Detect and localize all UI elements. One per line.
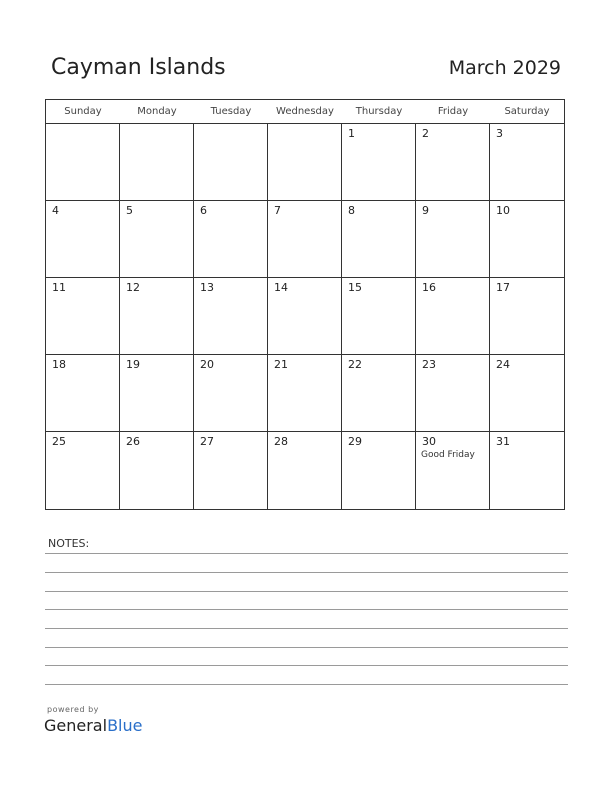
day-cell	[490, 278, 564, 355]
day-number: 26	[126, 435, 140, 448]
day-number: 25	[52, 435, 66, 448]
day-number: 29	[348, 435, 362, 448]
day-number: 31	[496, 435, 510, 448]
weekday-monday: Monday	[137, 106, 177, 117]
day-cell	[46, 432, 120, 509]
weekday-sunday: Sunday	[64, 106, 102, 117]
day-cell	[342, 355, 416, 432]
calendar-month-title: March 2029	[448, 57, 561, 79]
day-number: 1	[348, 127, 355, 140]
day-cell	[416, 201, 490, 278]
notes-line	[45, 665, 568, 666]
day-cell	[194, 432, 268, 509]
weekday-wednesday: Wednesday	[276, 106, 334, 117]
day-number: 2	[422, 127, 429, 140]
calendar-days	[46, 124, 564, 509]
notes-line	[45, 553, 568, 554]
day-number: 23	[422, 358, 436, 371]
day-cell	[490, 432, 564, 509]
day-number: 5	[126, 204, 133, 217]
day-cell	[46, 278, 120, 355]
notes-line	[45, 647, 568, 648]
notes-line	[45, 609, 568, 610]
notes-line	[45, 684, 568, 685]
weekday-tuesday: Tuesday	[210, 106, 252, 117]
day-number: 14	[274, 281, 288, 294]
day-cell	[416, 355, 490, 432]
day-cell	[416, 278, 490, 355]
day-number: 9	[422, 204, 429, 217]
weekday-header-row	[46, 100, 564, 124]
brand-blue: Blue	[107, 716, 143, 735]
day-cell	[120, 124, 194, 201]
weekday-friday: Friday	[437, 106, 469, 117]
day-cell	[490, 355, 564, 432]
day-number: 10	[496, 204, 510, 217]
notes-line	[45, 591, 568, 592]
day-number: 19	[126, 358, 140, 371]
day-cell	[490, 124, 564, 201]
holiday-label: Good Friday	[421, 450, 475, 460]
day-number: 13	[200, 281, 214, 294]
calendar-grid	[45, 99, 565, 510]
notes-label: NOTES:	[48, 537, 90, 550]
day-cell	[46, 124, 120, 201]
day-number: 30	[422, 435, 436, 448]
day-cell	[46, 201, 120, 278]
day-cell	[194, 278, 268, 355]
day-number: 8	[348, 204, 355, 217]
day-cell	[342, 278, 416, 355]
day-cell	[120, 278, 194, 355]
day-cell	[46, 355, 120, 432]
day-number: 20	[200, 358, 214, 371]
notes-line	[45, 628, 568, 629]
day-cell	[342, 201, 416, 278]
day-cell	[268, 201, 342, 278]
day-cell	[194, 124, 268, 201]
weekday-saturday: Saturday	[504, 106, 550, 117]
day-cell	[416, 124, 490, 201]
day-cell	[268, 124, 342, 201]
day-number: 18	[52, 358, 66, 371]
day-number: 24	[496, 358, 510, 371]
day-cell	[268, 355, 342, 432]
day-cell	[120, 432, 194, 509]
day-cell	[342, 432, 416, 509]
day-cell	[490, 201, 564, 278]
day-number: 4	[52, 204, 59, 217]
day-cell	[416, 432, 490, 509]
day-number: 11	[52, 281, 66, 294]
day-number: 17	[496, 281, 510, 294]
day-cell	[342, 124, 416, 201]
day-cell	[120, 355, 194, 432]
generalblue-logo	[44, 716, 142, 735]
day-number: 16	[422, 281, 436, 294]
weekday-thursday: Thursday	[355, 106, 403, 117]
day-cell	[268, 278, 342, 355]
day-cell	[194, 201, 268, 278]
day-cell	[120, 201, 194, 278]
day-number: 28	[274, 435, 288, 448]
day-number: 6	[200, 204, 207, 217]
brand-general: General	[44, 716, 108, 735]
day-number: 7	[274, 204, 281, 217]
day-number: 15	[348, 281, 362, 294]
powered-by-text: powered by	[47, 705, 99, 714]
day-number: 12	[126, 281, 140, 294]
day-cell	[194, 355, 268, 432]
day-number: 21	[274, 358, 288, 371]
notes-line	[45, 572, 568, 573]
day-cell	[268, 432, 342, 509]
day-number: 3	[496, 127, 503, 140]
day-number: 27	[200, 435, 214, 448]
calendar-country-title: Cayman Islands	[51, 55, 226, 80]
day-number: 22	[348, 358, 362, 371]
